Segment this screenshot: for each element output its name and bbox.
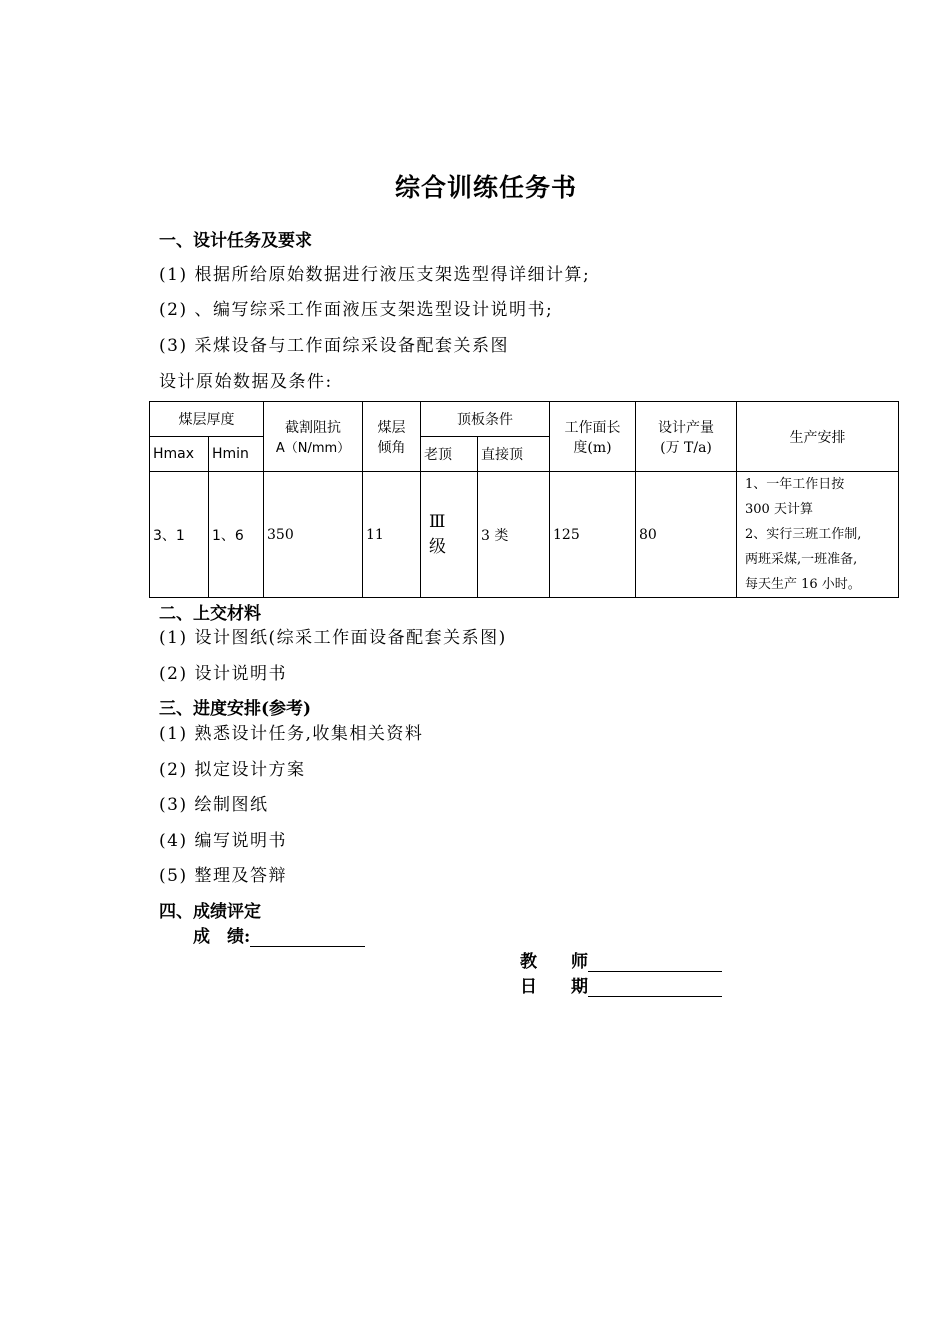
document-title: 综合训练任务书 <box>394 173 577 202</box>
cell-cutting-resistance: 350 <box>264 472 363 598</box>
header-seam-dip: 煤层 倾角 <box>363 402 421 472</box>
header-hmin: Hmin <box>209 437 264 472</box>
section1-item-2: (2) 、编写综采工作面液压支架选型设计说明书; <box>159 300 554 320</box>
header-hmax: Hmax <box>150 437 209 472</box>
section1-item-3: (3) 采煤设备与工作面综采设备配套关系图 <box>159 336 509 356</box>
section2-item-2: (2) 设计说明书 <box>159 664 287 684</box>
date-blank-line <box>588 978 722 997</box>
cell-face-length: 125 <box>550 472 636 598</box>
conditions-label: 设计原始数据及条件: <box>159 372 333 392</box>
section3-item-2: (2) 拟定设计方案 <box>159 760 306 780</box>
grade-field <box>193 922 365 947</box>
section2-heading: 二、上交材料 <box>159 604 261 624</box>
header-design-output: 设计产量 (万 T/a) <box>636 402 737 472</box>
section1-heading: 一、设计任务及要求 <box>159 231 312 251</box>
teacher-field <box>520 947 722 972</box>
date-field <box>520 972 722 997</box>
section4-heading: 四、成绩评定 <box>159 902 261 922</box>
teacher-label: 教 师 <box>520 952 588 972</box>
header-roof-conditions: 顶板条件 <box>421 402 550 437</box>
cell-production-schedule: 1、一年工作日按 300 天计算 2、实行三班工作制, 两班采煤,一班准备, 每天生产 16 小时。 <box>737 472 899 598</box>
section2-item-1: (1) 设计图纸(综采工作面设备配套关系图) <box>159 628 507 648</box>
cell-direct-roof: 3 类 <box>478 472 550 598</box>
header-seam-thickness: 煤层厚度 <box>150 402 264 437</box>
header-direct-roof: 直接顶 <box>478 437 550 472</box>
section3-item-1: (1) 熟悉设计任务,收集相关资料 <box>159 724 424 744</box>
section3-item-5: (5) 整理及答辩 <box>159 866 287 886</box>
cell-hmax: 3、1 <box>150 472 209 598</box>
header-production-schedule: 生产安排 <box>737 402 899 472</box>
header-cutting-resistance: 截割阻抗 A（N/mm） <box>264 402 363 472</box>
grade-label: 成 绩: <box>193 927 251 947</box>
cell-dip: 11 <box>363 472 421 598</box>
cell-old-roof: Ⅲ 级 <box>421 472 478 598</box>
header-face-length: 工作面长 度(m) <box>550 402 636 472</box>
section3-heading: 三、进度安排(参考) <box>159 699 312 719</box>
date-label: 日 期 <box>520 977 588 997</box>
section3-item-3: (3) 绘制图纸 <box>159 795 269 815</box>
cell-design-output: 80 <box>636 472 737 598</box>
grade-blank-line <box>250 928 365 947</box>
teacher-blank-line <box>588 953 722 972</box>
section3-item-4: (4) 编写说明书 <box>159 831 287 851</box>
section1-item-1: (1) 根据所给原始数据进行液压支架选型得详细计算; <box>159 265 591 285</box>
cell-hmin: 1、6 <box>209 472 264 598</box>
header-old-roof: 老顶 <box>421 437 478 472</box>
design-data-table <box>149 401 899 598</box>
